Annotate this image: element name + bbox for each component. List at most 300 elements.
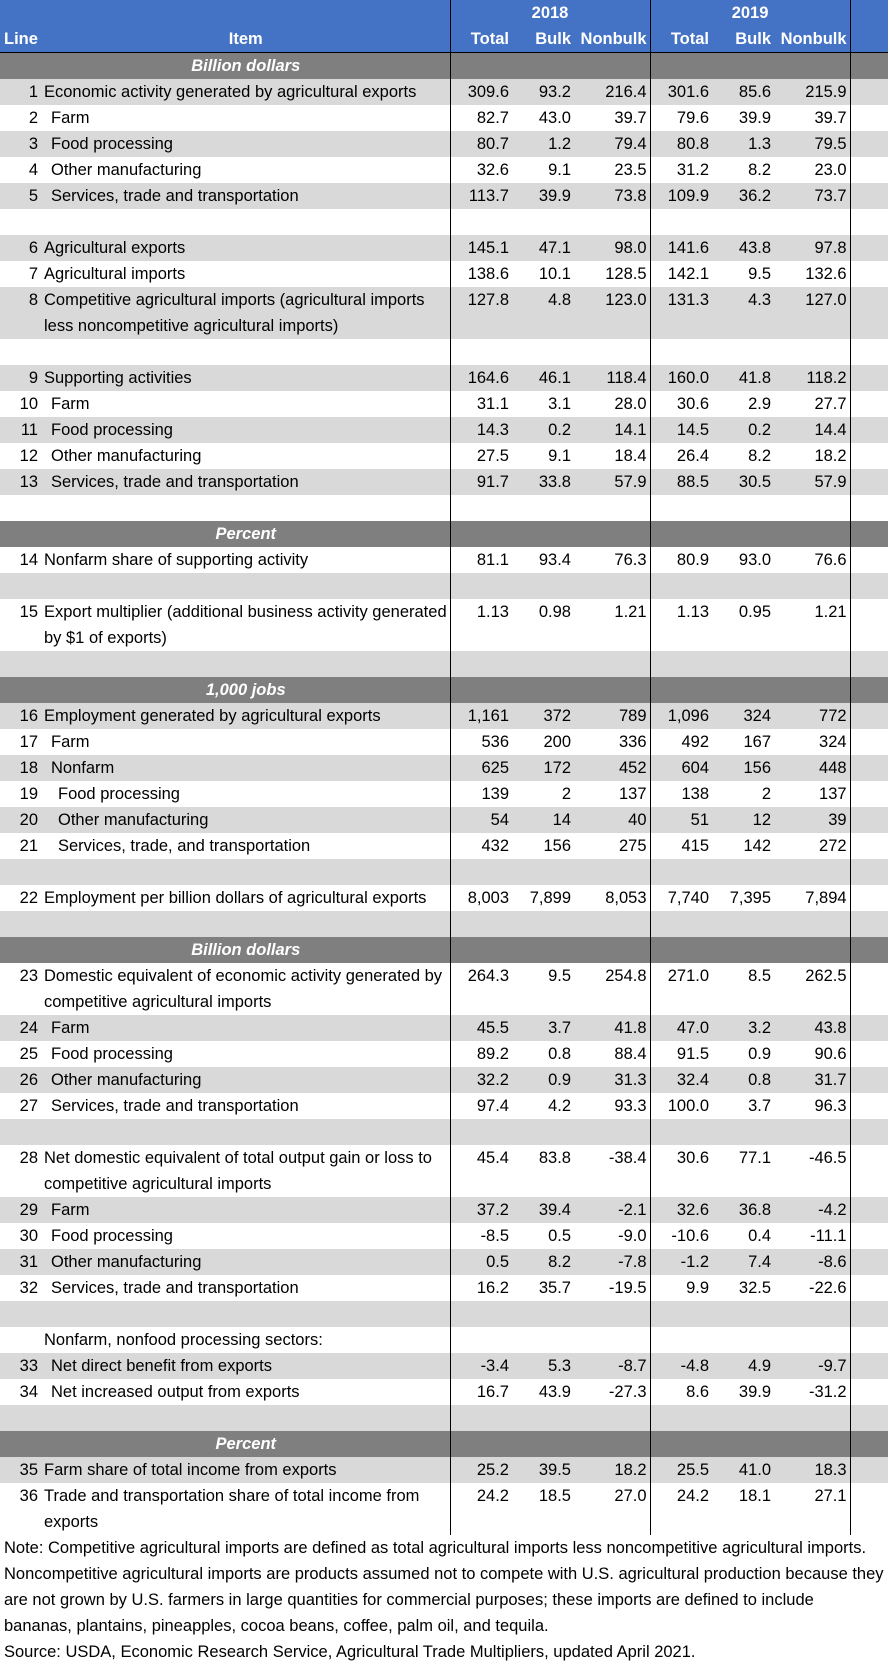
row-item-label: Economic activity generated by agricultural exports [42,79,450,105]
cell-2019-total: 109.9 [650,183,712,209]
cell-2019-total: 79.6 [650,105,712,131]
section-label: Percent [42,521,450,547]
cell-2018-bulk: 0.8 [548,1045,571,1063]
cell-2018-bulk: 93.4 [538,551,571,569]
cell-2018-bulk: 43.9 [538,1383,571,1401]
cell-2019-total: 47.0 [650,1015,712,1041]
table-row [0,599,888,651]
cell-2019-nonbulk: -31.2 [808,1383,847,1401]
row-item-label: Other manufacturing [51,447,202,465]
cell-2018-nonbulk: 98.0 [574,235,650,261]
cell-2018-bulk: 93.2 [512,79,574,105]
cell-2019-total: 415 [650,833,712,859]
cell-2019-nonbulk: 262.5 [805,967,847,985]
cell-2019-bulk: 12 [712,807,774,833]
row-item-label: Services, trade, and transportation [58,837,311,855]
cell-2018-nonbulk: 28.0 [614,395,647,413]
table-row [0,547,888,573]
cell-2018-bulk: 0.9 [512,1067,574,1093]
cell-2018-bulk: 172 [512,755,574,781]
row-item-label: Food processing [51,1045,173,1063]
cell-2019-nonbulk: 27.1 [814,1487,847,1505]
cell-2019-total: 142.1 [650,261,712,287]
spacer-row [0,573,888,599]
row-item-label: Employment per billion dollars of agricultural exports [44,889,427,907]
cell-2018-nonbulk: -27.3 [608,1383,647,1401]
cell-2018-total: 8,003 [450,885,512,911]
cell-2019-bulk: 30.5 [712,469,774,495]
cell-2019-bulk: 0.4 [748,1227,772,1245]
cell-2018-total: 89.2 [450,1041,512,1067]
cell-2018-total: 127.8 [450,287,512,339]
cell-2019-bulk: 156 [712,755,774,781]
cell-2018-bulk: 2 [561,785,571,803]
line-number: 3 [0,131,42,157]
cell-2019-nonbulk [774,1327,850,1353]
cell-2018-nonbulk: -19.5 [608,1279,647,1297]
line-number: 34 [19,1383,38,1401]
cell-2019-total: 604 [650,755,712,781]
table-row [0,417,888,443]
cell-2019-total: 91.5 [650,1041,712,1067]
table-row [0,729,888,755]
line-number: 9 [0,365,42,391]
table-row [0,469,888,495]
line-number: 8 [0,287,42,339]
cell-2019-bulk: 142 [743,837,772,855]
cell-2018-total: 145.1 [450,235,512,261]
cell-2018-bulk: 0.5 [548,1227,571,1245]
line-number [0,1327,42,1353]
table-row [0,885,888,911]
row-item-label: Net increased output from exports [51,1383,300,1401]
cell-2019-total: 141.6 [650,235,712,261]
cell-2019-bulk: 4.3 [712,287,774,339]
cell-2018-nonbulk: 18.2 [574,1457,650,1483]
line-number: 22 [19,889,38,907]
col-2019-bulk: Bulk [712,26,774,53]
item-column-header: Item [42,26,450,53]
cell-2018-bulk: 3.1 [548,395,571,413]
cell-2019-nonbulk: 137 [819,785,847,803]
cell-2019-bulk: 39.9 [738,109,772,127]
line-number: 25 [19,1045,38,1063]
line-number: 1 [0,79,42,105]
cell-2018-bulk: 9.5 [548,967,571,985]
line-number: 32 [19,1279,38,1297]
cell-2018-total: 24.2 [450,1483,512,1535]
cell-2018-total: 1,161 [450,703,512,729]
source-note: Source: USDA, Economic Research Service, Agricultural Trade Multipliers, updated April 2021. [4,1643,696,1661]
line-number: 26 [0,1067,42,1093]
cell-2019-total: 51 [650,807,712,833]
header-year-row [0,0,888,26]
line-number: 12 [19,447,38,465]
row-item-label: Food processing [42,417,450,443]
cell-2018-bulk: 35.7 [538,1279,571,1297]
section-header-row [0,521,888,547]
table-row [0,287,888,339]
table-row [0,1145,888,1197]
cell-2019-bulk: 167 [743,733,772,751]
cell-2018-nonbulk: 789 [574,703,650,729]
cell-2019-bulk: 9.5 [748,265,772,283]
row-item-label: Food processing [51,1227,173,1245]
cell-2018-bulk: 83.8 [538,1149,571,1167]
cell-2018-bulk: 43.0 [538,109,571,127]
row-item-label: Nonfarm share of supporting activity [44,551,309,569]
row-item-label: Services, trade and transportation [42,183,450,209]
cell-2018-nonbulk: 93.3 [614,1097,647,1115]
cell-2019-total: 1,096 [650,703,712,729]
cell-2018-bulk [512,1327,574,1353]
row-item-label: Food processing [58,785,180,803]
table-row [0,391,888,417]
cell-2018-total: 54 [450,807,512,833]
cell-2018-total: 16.7 [450,1379,512,1405]
row-item-label: Other manufacturing [51,161,202,179]
table-row [0,1067,888,1093]
section-label: 1,000 jobs [42,677,450,703]
cell-2018-nonbulk: 57.9 [574,469,650,495]
cell-2019-nonbulk: 448 [774,755,850,781]
cell-2019-bulk: 85.6 [712,79,774,105]
cell-2019-total: 138 [650,781,712,807]
line-number: 13 [0,469,42,495]
table-row [0,1483,888,1535]
cell-2019-nonbulk: -46.5 [808,1149,847,1167]
row-item-label: Other manufacturing [42,1249,450,1275]
table-row [0,261,888,287]
row-item-label: Nonfarm [42,755,450,781]
cell-2019-bulk: 2.9 [748,395,772,413]
cell-2019-bulk: 8.2 [748,161,772,179]
cell-2019-total: 31.2 [650,157,712,183]
cell-2018-nonbulk: 40 [574,807,650,833]
cell-2018-bulk: 7,899 [529,889,571,907]
table-row [0,183,888,209]
spacer-row [0,1301,888,1327]
cell-2018-total: -3.4 [450,1353,512,1379]
row-item-label: Supporting activities [42,365,450,391]
line-number: 29 [0,1197,42,1223]
line-number: 19 [19,785,38,803]
cell-2019-total: 32.6 [650,1197,712,1223]
section-header-row [0,53,888,80]
cell-2018-total: 309.6 [450,79,512,105]
cell-2018-nonbulk: 452 [574,755,650,781]
line-number: 6 [0,235,42,261]
cell-2018-nonbulk: 79.4 [574,131,650,157]
cell-2019-nonbulk: 1.21 [814,603,847,621]
table-row [0,833,888,859]
cell-2019-total: 88.5 [650,469,712,495]
col-2018-nonbulk: Nonbulk [574,26,650,53]
header-column-row [0,26,888,53]
line-number: 24 [0,1015,42,1041]
line-number: 16 [0,703,42,729]
cell-2019-bulk: 7,395 [729,889,772,907]
row-item-label: Other manufacturing [42,807,450,833]
cell-2018-bulk: 18.5 [538,1487,571,1505]
cell-2018-nonbulk: 137 [619,785,647,803]
table-row [0,703,888,729]
cell-2018-total: 97.4 [450,1093,512,1119]
table-row [0,157,888,183]
table-row [0,1379,888,1405]
cell-2019-bulk: 3.7 [748,1097,772,1115]
cell-2019-nonbulk: 118.2 [774,365,850,391]
spacer-row [0,495,888,521]
cell-2019-total: 9.9 [650,1275,712,1301]
cell-2019-nonbulk: 215.9 [774,79,850,105]
table-row [0,79,888,105]
table-row [0,1457,888,1483]
row-item-label: Trade and transportation share of total income from exports [44,1487,420,1531]
cell-2018-nonbulk: -8.7 [574,1353,650,1379]
cell-2019-nonbulk: 57.9 [774,469,850,495]
table-row [0,443,888,469]
cell-2019-bulk: 0.8 [712,1067,774,1093]
cell-2019-total: 30.6 [650,391,712,417]
cell-2018-nonbulk: -38.4 [608,1149,647,1167]
cell-2019-total [650,1327,712,1353]
cell-2018-bulk: 8.2 [512,1249,574,1275]
row-item-label: Agricultural imports [44,265,186,283]
cell-2019-nonbulk: 772 [774,703,850,729]
cell-2019-bulk: 0.2 [712,417,774,443]
line-number: 11 [0,417,42,443]
cell-2018-nonbulk: 275 [619,837,647,855]
cell-2019-nonbulk: 272 [819,837,847,855]
cell-2019-total: 26.4 [650,443,712,469]
cell-2019-bulk: 0.9 [748,1045,772,1063]
cell-2019-total: 8.6 [650,1379,712,1405]
cell-2018-nonbulk: 18.4 [614,447,647,465]
row-item-label: Nonfarm, nonfood processing sectors: [44,1331,323,1349]
cell-2019-total: 1.13 [650,599,712,651]
cell-2019-bulk: 36.2 [712,183,774,209]
cell-2019-bulk: 7.4 [712,1249,774,1275]
cell-2018-nonbulk: -7.8 [574,1249,650,1275]
cell-2019-nonbulk: 43.8 [774,1015,850,1041]
section-label: Billion dollars [42,937,450,963]
table-row [0,1041,888,1067]
spacer-row [0,859,888,885]
cell-2018-total: 37.2 [450,1197,512,1223]
cell-2019-total: 492 [650,729,712,755]
cell-2019-total: -1.2 [650,1249,712,1275]
cell-2019-nonbulk: 90.6 [814,1045,847,1063]
line-number: 35 [0,1457,42,1483]
line-number: 20 [0,807,42,833]
cell-2019-bulk: 8.2 [748,447,772,465]
row-item-label: Food processing [42,131,450,157]
cell-2018-total: 113.7 [450,183,512,209]
line-number: 33 [0,1353,42,1379]
cell-2019-bulk: 4.9 [712,1353,774,1379]
cell-2018-total: 139 [450,781,512,807]
cell-2018-nonbulk: 31.3 [574,1067,650,1093]
cell-2018-bulk: 156 [543,837,571,855]
line-number: 5 [0,183,42,209]
col-2018-total: Total [450,26,512,53]
cell-2018-total: 81.1 [450,547,512,573]
cell-2019-bulk: 32.5 [738,1279,772,1297]
cell-2019-total: 100.0 [650,1093,712,1119]
cell-2019-bulk: 77.1 [738,1149,772,1167]
cell-2018-nonbulk: 41.8 [574,1015,650,1041]
spacer-row [0,1405,888,1431]
spacer-row [0,1119,888,1145]
cell-2018-bulk: 46.1 [512,365,574,391]
cell-2019-total: 160.0 [650,365,712,391]
cell-2018-nonbulk: 254.8 [605,967,647,985]
cell-2018-bulk: 9.1 [548,161,571,179]
cell-2019-nonbulk: 7,894 [805,889,847,907]
cell-2018-total: 45.5 [450,1015,512,1041]
cell-2019-bulk: 43.8 [712,235,774,261]
cell-2018-nonbulk: 123.0 [574,287,650,339]
row-item-label: Services, trade and transportation [51,1279,299,1297]
section-label: Percent [42,1431,450,1457]
table-row [0,1015,888,1041]
line-number: 28 [19,1149,38,1167]
cell-2019-nonbulk: -4.2 [774,1197,850,1223]
cell-2018-total: 25.2 [450,1457,512,1483]
cell-2019-total: 7,740 [650,885,712,911]
cell-2019-nonbulk: 31.7 [774,1067,850,1093]
cell-2019-bulk: 36.8 [712,1197,774,1223]
row-item-label: Farm [42,1197,450,1223]
row-item-label: Farm [42,1015,450,1041]
cell-2018-total: 16.2 [450,1275,512,1301]
cell-2018-nonbulk: 27.0 [614,1487,647,1505]
cell-2019-total: 80.9 [650,547,712,573]
cell-2019-total: 271.0 [650,963,712,1015]
cell-2018-nonbulk: 23.5 [614,161,647,179]
cell-2018-nonbulk: 128.5 [605,265,647,283]
line-number: 4 [28,161,38,179]
cell-2018-nonbulk [574,1327,650,1353]
row-item-label: Services, trade and transportation [42,469,450,495]
cell-2018-bulk: 5.3 [512,1353,574,1379]
cell-2018-total: 14.3 [450,417,512,443]
cell-2018-nonbulk: 1.21 [614,603,647,621]
table-row [0,131,888,157]
table-footer [0,1535,888,1665]
cell-2019-nonbulk: 18.3 [774,1457,850,1483]
cell-2018-total: 31.1 [450,391,512,417]
cell-2019-bulk: 41.8 [712,365,774,391]
table-row [0,1327,888,1353]
cell-2019-total: 24.2 [650,1483,712,1535]
cell-2018-total: 82.7 [450,105,512,131]
spacer-row [0,911,888,937]
cell-2018-bulk: 47.1 [512,235,574,261]
row-item-label: Employment generated by agricultural exports [42,703,450,729]
cell-2018-nonbulk: 336 [619,733,647,751]
cell-2018-bulk: 14 [512,807,574,833]
cell-2019-nonbulk: 132.6 [805,265,847,283]
cell-2019-total: 301.6 [650,79,712,105]
line-number: 21 [19,837,38,855]
cell-2018-bulk: 200 [543,733,571,751]
cell-2019-nonbulk: -8.6 [774,1249,850,1275]
year-2018-header: 2018 [450,0,650,26]
cell-2019-total: 131.3 [650,287,712,339]
cell-2018-bulk: 39.9 [512,183,574,209]
cell-2018-nonbulk: 216.4 [574,79,650,105]
row-item-label: Net direct benefit from exports [42,1353,450,1379]
cell-2019-bulk: 0.95 [738,603,772,621]
cell-2018-bulk: 39.4 [512,1197,574,1223]
cell-2018-nonbulk: 39.7 [614,109,647,127]
table-row [0,235,888,261]
cell-2019-nonbulk: -11.1 [810,1227,847,1245]
cell-2018-bulk: 0.98 [538,603,571,621]
cell-2018-bulk: 39.5 [512,1457,574,1483]
cell-2019-total: 32.4 [650,1067,712,1093]
cell-2018-nonbulk: 88.4 [614,1045,647,1063]
row-item-label: Other manufacturing [42,1067,450,1093]
spacer-row [0,339,888,365]
table-row [0,807,888,833]
table-row [0,963,888,1015]
row-item-label: Export multiplier (additional business activity generated by $1 of exports) [44,603,447,647]
cell-2019-total: -10.6 [650,1223,712,1249]
row-item-label: Services, trade and transportation [51,1097,299,1115]
cell-2018-bulk: 33.8 [512,469,574,495]
line-number: 31 [0,1249,42,1275]
line-number: 36 [19,1487,38,1505]
table-row [0,105,888,131]
cell-2019-total: 80.8 [650,131,712,157]
row-item-label: Farm [51,733,90,751]
cell-2018-total: 27.5 [450,443,512,469]
cell-2019-bulk: 39.9 [738,1383,772,1401]
cell-2018-total: 32.6 [450,157,512,183]
cell-2019-bulk: 1.3 [712,131,774,157]
cell-2019-nonbulk: 18.2 [814,447,847,465]
cell-2019-nonbulk: -22.6 [808,1279,847,1297]
col-2019-total: Total [650,26,712,53]
cell-2018-nonbulk: 118.4 [574,365,650,391]
spacer-row [0,651,888,677]
table-row [0,755,888,781]
cell-2019-nonbulk: 39.7 [814,109,847,127]
cell-2019-nonbulk: 324 [819,733,847,751]
section-header-row [0,1431,888,1457]
line-number: 7 [28,265,38,283]
cell-2018-bulk: 1.2 [512,131,574,157]
col-2018-bulk: Bulk [512,26,574,53]
cell-2018-total: 164.6 [450,365,512,391]
cell-2018-total: 91.7 [450,469,512,495]
cell-2019-nonbulk: 14.4 [774,417,850,443]
cell-2018-total: 432 [450,833,512,859]
cell-2018-nonbulk: -2.1 [574,1197,650,1223]
year-2019-header: 2019 [650,0,850,26]
row-item-label: Farm [51,109,90,127]
cell-2019-bulk: 324 [712,703,774,729]
table-row [0,1249,888,1275]
cell-2018-total: 45.4 [450,1145,512,1197]
cell-2019-nonbulk: -9.7 [774,1353,850,1379]
cell-2018-bulk: 0.2 [512,417,574,443]
line-column-header: Line [0,26,42,53]
cell-2019-total: -4.8 [650,1353,712,1379]
